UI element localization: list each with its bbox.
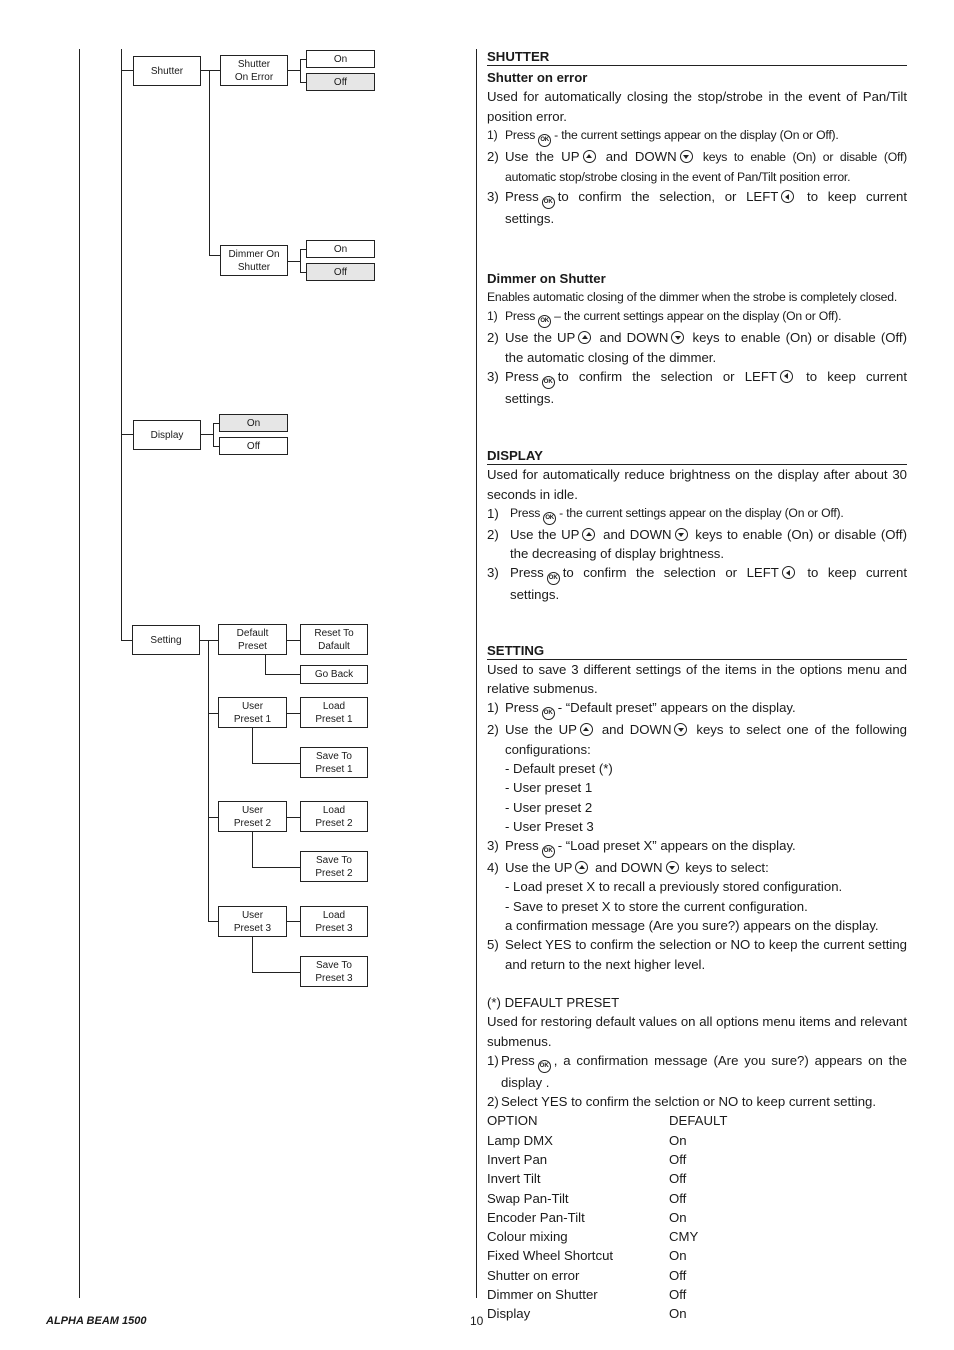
paragraph: Enables automatic closing of the dimmer when the strobe is completely closed. — [487, 290, 898, 305]
page-number: 10 — [470, 1314, 484, 1328]
connector — [265, 674, 300, 675]
menu-node-load-preset-3: Load Preset 3 — [300, 906, 368, 937]
left-margin-rule — [79, 49, 80, 1298]
up-arrow-icon — [583, 150, 596, 163]
step-text-part: keys to enable (On) or disable (Off) the automatic closing of the dimmer. — [505, 330, 907, 365]
table-cell: Off — [669, 1287, 687, 1303]
table-cell: Off — [669, 1171, 687, 1187]
step-item — [487, 858, 907, 877]
step-text — [505, 367, 907, 408]
step-text-part: to confirm the selection, or LEFT — [557, 189, 779, 205]
connector — [287, 817, 300, 818]
up-arrow-icon — [575, 861, 588, 874]
up-arrow-icon — [578, 331, 591, 344]
default-values-table — [487, 1111, 907, 1323]
step-text-part: Use the UP — [510, 526, 580, 542]
connector — [288, 70, 300, 71]
option-on: On — [306, 240, 375, 258]
connector — [121, 640, 132, 641]
menu-node-load-preset-1: Load Preset 1 — [300, 697, 368, 728]
step-item — [487, 1092, 907, 1111]
section-heading-shutter: SHUTTER — [487, 49, 907, 66]
step-number: 2) — [487, 330, 499, 346]
step-item — [487, 147, 907, 188]
step-text-part: - “Load preset X” appears on the display. — [557, 838, 796, 854]
step-text — [505, 126, 907, 147]
step-item — [487, 307, 907, 328]
column-divider-rule — [476, 49, 477, 1298]
connector — [300, 249, 301, 272]
step-text: Select YES to confirm the selection or NO to keep the current setting and return to the next higher level. — [505, 937, 907, 972]
connector — [209, 70, 210, 255]
step-item — [487, 328, 907, 367]
list-item: - Save to preset X to store the current configuration. — [505, 898, 808, 914]
connector — [252, 972, 300, 973]
step-text-part: - the current settings appear on the display (On or Off). — [559, 505, 844, 520]
step-text-part: Use the UP — [505, 148, 580, 164]
option-on: On — [219, 414, 288, 432]
menu-node-user-preset-3: User Preset 3 — [218, 906, 287, 937]
step-number: 2) — [487, 148, 499, 164]
step-item — [487, 1051, 907, 1092]
step-text-part: Press — [505, 127, 536, 142]
step-text-part: keys to select one of the following configurations: — [505, 722, 907, 757]
step-text-part: to keep current settings. — [505, 368, 907, 406]
step-text — [505, 307, 907, 328]
step-text — [505, 328, 907, 367]
ok-icon: OK — [542, 707, 555, 720]
connector — [201, 70, 220, 71]
menu-node-dimmer-on-shutter: Dimmer On Shutter — [220, 245, 288, 276]
step-text — [501, 1051, 907, 1092]
step-number: 3) — [487, 368, 499, 384]
table-cell: Off — [669, 1190, 687, 1206]
step-text-part: Press — [505, 368, 539, 384]
table-cell: Encoder Pan-Tilt — [487, 1209, 585, 1225]
step-text — [505, 187, 907, 228]
left-arrow-icon — [782, 566, 795, 579]
step-number: 1) — [487, 1052, 499, 1068]
step-number: 2) — [487, 722, 499, 738]
menu-node-shutter: Shutter — [133, 56, 201, 86]
section-heading-setting: SETTING — [487, 643, 907, 660]
step-text-part: Press — [505, 309, 536, 324]
list-item: - Load preset X to recall a previously stored configuration. — [505, 879, 843, 895]
step-number: 3) — [487, 565, 499, 581]
step-text-part: to confirm the selection or LEFT — [562, 565, 779, 581]
step-text — [505, 147, 907, 188]
step-item — [487, 720, 907, 759]
table-cell: On — [669, 1248, 687, 1264]
ok-icon: OK — [538, 315, 551, 328]
step-text-part: to keep current settings. — [505, 189, 908, 227]
down-arrow-icon — [674, 723, 687, 736]
step-text-part: and DOWN — [605, 148, 677, 164]
left-arrow-icon — [780, 370, 793, 383]
step-text — [510, 525, 907, 564]
menu-node-setting: Setting — [132, 625, 200, 655]
step-text-part: to confirm the selection or LEFT — [557, 368, 777, 384]
connector — [121, 70, 133, 71]
down-arrow-icon — [680, 150, 693, 163]
list-item: - Default preset (*) — [505, 760, 613, 776]
list-item: - User preset 1 — [505, 780, 593, 796]
table-cell: CMY — [669, 1229, 699, 1245]
step-text-part: to keep current settings. — [510, 565, 907, 603]
table-cell: Off — [669, 1267, 687, 1283]
table-cell: Dimmer on Shutter — [487, 1287, 598, 1303]
subheading-dimmer-on-shutter: Dimmer on Shutter — [487, 270, 606, 286]
step-number: 3) — [487, 189, 499, 205]
connector — [252, 867, 300, 868]
connector — [209, 255, 220, 256]
table-cell: Off — [669, 1151, 687, 1167]
main-spine-line — [121, 49, 122, 640]
connector — [208, 713, 218, 714]
step-text-part: Use the UP — [505, 722, 577, 738]
step-number: 2) — [487, 526, 499, 542]
menu-node-save-to-preset-1: Save To Preset 1 — [300, 747, 368, 778]
table-row — [487, 1304, 907, 1323]
step-text-part: and DOWN — [601, 722, 672, 738]
connector — [121, 434, 133, 435]
step-text — [510, 563, 907, 604]
paragraph: Used for automatically reduce brightness on the display after about 30 seconds in idle. — [487, 467, 907, 502]
step-number: 1) — [487, 700, 499, 716]
menu-node-save-to-preset-3: Save To Preset 3 — [300, 956, 368, 987]
table-cell: Invert Tilt — [487, 1171, 541, 1187]
step-text-part: keys to select: — [685, 860, 769, 876]
step-text-part: Use the UP — [505, 860, 573, 876]
step-text-part: Press — [501, 1052, 535, 1068]
option-off: Off — [306, 263, 375, 281]
step-item — [487, 563, 907, 604]
step-number: 5) — [487, 937, 499, 953]
option-on: On — [306, 50, 375, 68]
step-item — [487, 504, 907, 525]
connector — [252, 937, 253, 972]
step-number: 3) — [487, 838, 499, 854]
connector — [208, 640, 209, 921]
step-text-part: – the current settings appear on the display (On or Off). — [554, 309, 842, 324]
connector — [201, 434, 213, 435]
table-cell: Invert Pan — [487, 1151, 548, 1167]
connector — [252, 728, 253, 763]
step-text — [505, 720, 907, 759]
step-text-part: and DOWN — [595, 860, 663, 876]
table-row — [487, 1169, 907, 1188]
list-item: - User Preset 3 — [505, 818, 594, 834]
ok-icon: OK — [547, 572, 560, 585]
connector — [300, 59, 301, 82]
subheading-default-preset: (*) DEFAULT PRESET — [487, 994, 620, 1010]
connector — [288, 261, 300, 262]
connector — [208, 921, 218, 922]
subheading-shutter-on-error: Shutter on error — [487, 70, 588, 85]
step-number: 4) — [487, 860, 499, 876]
left-arrow-icon — [781, 190, 794, 203]
table-row — [487, 1208, 907, 1227]
table-header-row — [487, 1111, 907, 1130]
table-cell: On — [669, 1209, 687, 1225]
paragraph: Used to save 3 different settings of the items in the options menu and relative submenus. — [487, 661, 907, 697]
step-text: Select YES to confirm the selction or NO to keep current setting. — [501, 1094, 877, 1110]
step-text-part: Use the UP — [505, 330, 576, 346]
ok-icon: OK — [542, 845, 555, 858]
menu-node-user-preset-2: User Preset 2 — [218, 801, 287, 832]
connector — [287, 640, 300, 641]
option-off: Off — [219, 437, 288, 455]
step-item — [487, 187, 907, 228]
step-number: 1) — [487, 127, 498, 142]
step-item — [487, 525, 907, 564]
connector — [213, 423, 214, 446]
up-arrow-icon — [582, 528, 595, 541]
connector — [287, 713, 300, 714]
menu-node-reset-to-default: Reset To Dafault — [300, 624, 368, 655]
down-arrow-icon — [675, 528, 688, 541]
step-text-part: Press — [505, 838, 539, 854]
table-row — [487, 1227, 907, 1246]
table-row — [487, 1189, 907, 1208]
step-text-part: - “Default preset” appears on the display. — [557, 700, 796, 716]
list-item: a confirmation message (Are you sure?) appears on the display. — [505, 918, 879, 934]
step-item — [487, 836, 907, 858]
footer-product-title: ALPHA BEAM 1500 — [46, 1315, 147, 1327]
connector — [287, 921, 300, 922]
down-arrow-icon — [671, 331, 684, 344]
step-number: 1) — [487, 505, 499, 521]
step-number: 2) — [487, 1094, 499, 1110]
table-cell: Fixed Wheel Shortcut — [487, 1248, 614, 1264]
section-heading-display: DISPLAY — [487, 448, 907, 465]
menu-node-save-to-preset-2: Save To Preset 2 — [300, 851, 368, 882]
step-text-part: Press — [505, 189, 539, 205]
step-text-part: Press — [510, 565, 544, 581]
menu-node-default-preset: Default Preset — [218, 624, 287, 655]
step-text-part: keys to enable (On) or disable (Off) the decreasing of display brightness. — [510, 526, 907, 562]
table-cell: Lamp DMX — [487, 1132, 553, 1148]
step-text — [505, 698, 907, 720]
table-row — [487, 1150, 907, 1169]
table-cell: On — [669, 1306, 687, 1322]
connector — [200, 640, 218, 641]
connector — [252, 832, 253, 867]
table-header-cell: DEFAULT — [669, 1113, 728, 1129]
down-arrow-icon — [666, 861, 679, 874]
ok-icon: OK — [538, 134, 551, 147]
menu-node-load-preset-2: Load Preset 2 — [300, 801, 368, 832]
ok-icon: OK — [542, 376, 555, 389]
connector — [208, 817, 218, 818]
paragraph: Used for restoring default values on all options menu items and relevant submenus. — [487, 1014, 907, 1049]
option-off: Off — [306, 73, 375, 91]
paragraph: Used for automatically closing the stop/strobe in the event of Pan/Tilt position error. — [487, 89, 907, 124]
step-text — [505, 858, 907, 877]
step-text — [510, 504, 907, 525]
step-text-part: Press — [505, 700, 539, 716]
table-row — [487, 1246, 907, 1265]
table-row — [487, 1266, 907, 1285]
step-item — [487, 698, 907, 720]
connector — [265, 655, 266, 674]
step-text-part: and DOWN — [603, 526, 672, 542]
step-item — [487, 367, 907, 408]
step-text-part: keys to enable (On) or disable (Off) automatic stop/strobe closing in the event of Pan/Tilt position error. — [505, 149, 907, 185]
table-cell: Swap Pan-Tilt — [487, 1190, 569, 1206]
table-cell: Shutter on error — [487, 1267, 580, 1283]
table-row — [487, 1131, 907, 1150]
step-text-part: - the current settings appear on the display (On or Off). — [554, 127, 839, 142]
step-text — [505, 836, 907, 858]
table-cell: Display — [487, 1306, 531, 1322]
ok-icon: OK — [538, 1060, 551, 1073]
step-item — [487, 126, 907, 147]
step-number: 1) — [487, 309, 498, 324]
menu-node-shutter-on-error: Shutter On Error — [220, 55, 288, 86]
list-item: - User preset 2 — [505, 799, 593, 815]
menu-node-user-preset-1: User Preset 1 — [218, 697, 287, 728]
table-cell: On — [669, 1132, 687, 1148]
menu-node-display: Display — [133, 420, 201, 450]
step-text-part: and DOWN — [599, 330, 669, 346]
connector — [252, 763, 300, 764]
step-text-part: , a confirmation message (Are you sure?) appears on the display . — [501, 1052, 907, 1090]
table-header-cell: OPTION — [487, 1113, 538, 1129]
table-row — [487, 1285, 907, 1304]
up-arrow-icon — [580, 723, 593, 736]
ok-icon: OK — [543, 512, 556, 525]
step-item — [487, 935, 907, 974]
menu-node-go-back: Go Back — [300, 665, 368, 684]
step-text-part: Press — [510, 505, 541, 520]
ok-icon: OK — [542, 196, 555, 209]
instructions-column — [487, 49, 907, 1324]
table-cell: Colour mixing — [487, 1229, 568, 1245]
